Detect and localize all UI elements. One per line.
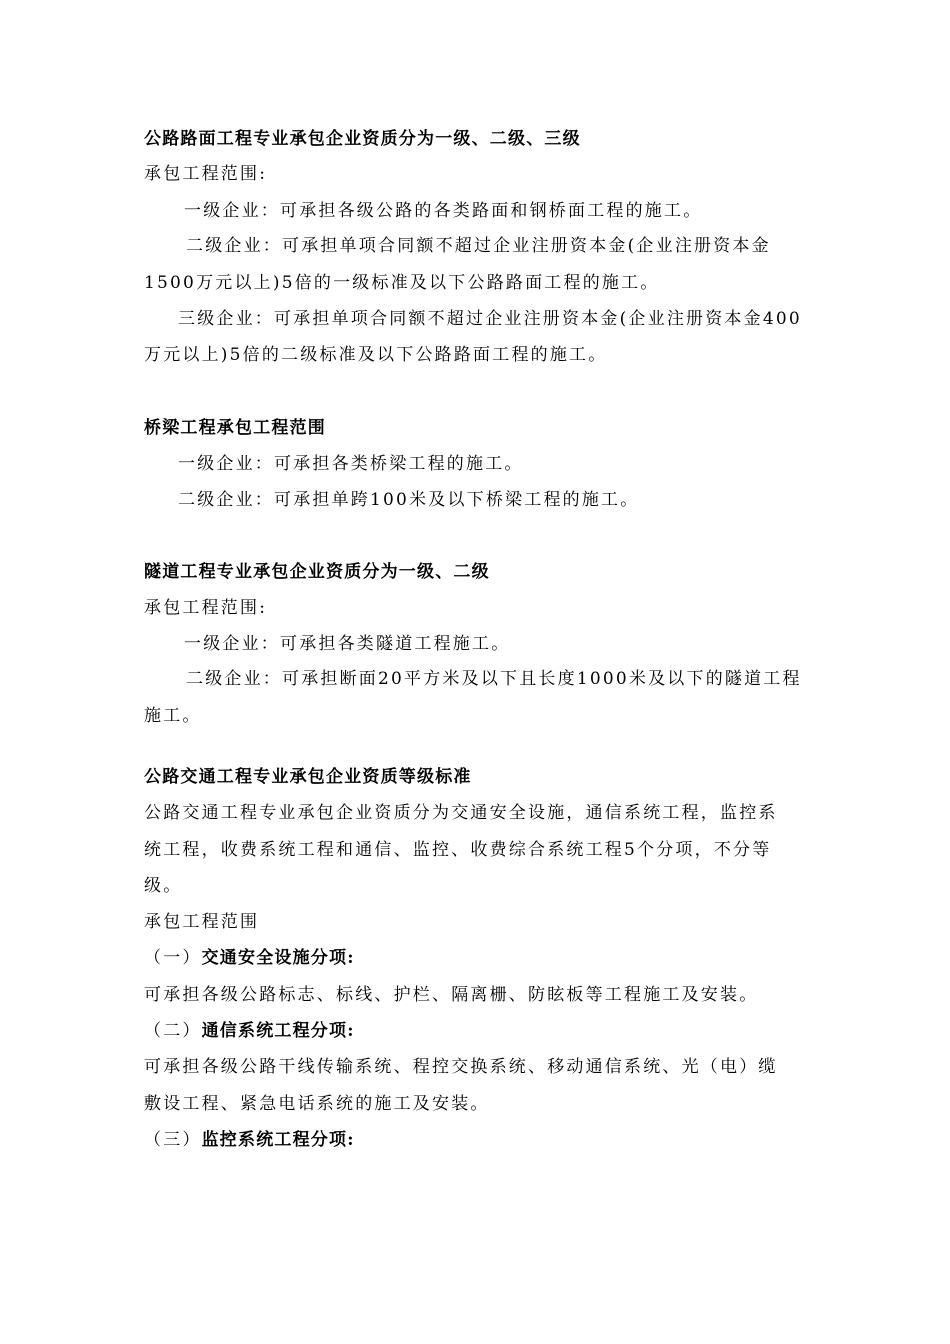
tunnel-level2-text-cont: 施工。 xyxy=(144,706,202,726)
pavement-level3-text: 三级企业：可承担单项合同额不超过企业注册资本金(企业注册资本金400 xyxy=(178,309,802,329)
pavement-level2-text: 二级企业：可承担单项合同额不超过企业注册资本金(企业注册资本金 xyxy=(186,236,771,256)
tunnel-level1-text: 一级企业：可承担各类隧道工程施工。 xyxy=(184,634,511,654)
bridge-level1-text: 一级企业：可承担各类桥梁工程的施工。 xyxy=(178,454,524,474)
traffic-item2-number: （二） xyxy=(144,1021,202,1041)
bridge-section-title: 桥梁工程承包工程范围 xyxy=(144,418,326,438)
pavement-level3-text-cont: 万元以上)5倍的二级标准及以下公路路面工程的施工。 xyxy=(144,345,608,365)
traffic-intro-text-end: 级。 xyxy=(144,876,183,896)
traffic-item1-title: 交通安全设施分项: xyxy=(201,948,355,968)
traffic-item2-title: 通信系统工程分项: xyxy=(201,1021,355,1041)
traffic-section-title: 公路交通工程专业承包企业资质等级标准 xyxy=(144,767,472,787)
traffic-item3-heading xyxy=(144,1128,814,1152)
traffic-item2-text-cont: 敷设工程、紧急电话系统的施工及安装。 xyxy=(144,1094,490,1114)
tunnel-section-title: 隧道工程专业承包企业资质分为一级、二级 xyxy=(144,562,490,582)
traffic-scope-label: 承包工程范围 xyxy=(144,912,260,932)
traffic-item3-number: （三） xyxy=(144,1130,202,1150)
pavement-scope-label: 承包工程范围: xyxy=(144,164,268,184)
traffic-item1-heading xyxy=(144,946,814,970)
pavement-section-title: 公路路面工程专业承包企业资质分为一级、二级、三级 xyxy=(144,129,581,149)
pavement-level1-text: 一级企业：可承担各级公路的各类路面和钢桥面工程的施工。 xyxy=(184,201,703,221)
pavement-level2-text-cont: 1500万元以上)5倍的一级标准及以下公路路面工程的施工。 xyxy=(144,273,660,293)
tunnel-level2-text: 二级企业：可承担断面20平方米及以下且长度1000米及以下的隧道工程 xyxy=(186,669,802,689)
traffic-item1-number: （一） xyxy=(144,948,202,968)
traffic-item2-heading xyxy=(144,1019,814,1043)
traffic-item3-title: 监控系统工程分项: xyxy=(201,1130,355,1150)
traffic-intro-text-cont: 统工程，收费系统工程和通信、监控、收费综合系统工程5个分项，不分等 xyxy=(144,840,772,860)
traffic-intro-text: 公路交通工程专业承包企业资质分为交通安全设施，通信系统工程，监控系 xyxy=(144,803,778,823)
traffic-item2-text: 可承担各级公路干线传输系统、程控交换系统、移动通信系统、光（电）缆 xyxy=(144,1057,778,1077)
bridge-level2-text: 二级企业：可承担单跨100米及以下桥梁工程的施工。 xyxy=(178,490,640,510)
tunnel-scope-label: 承包工程范围: xyxy=(144,598,268,618)
traffic-item1-text: 可承担各级公路标志、标线、护栏、隔离栅、防眩板等工程施工及安装。 xyxy=(144,985,759,1005)
